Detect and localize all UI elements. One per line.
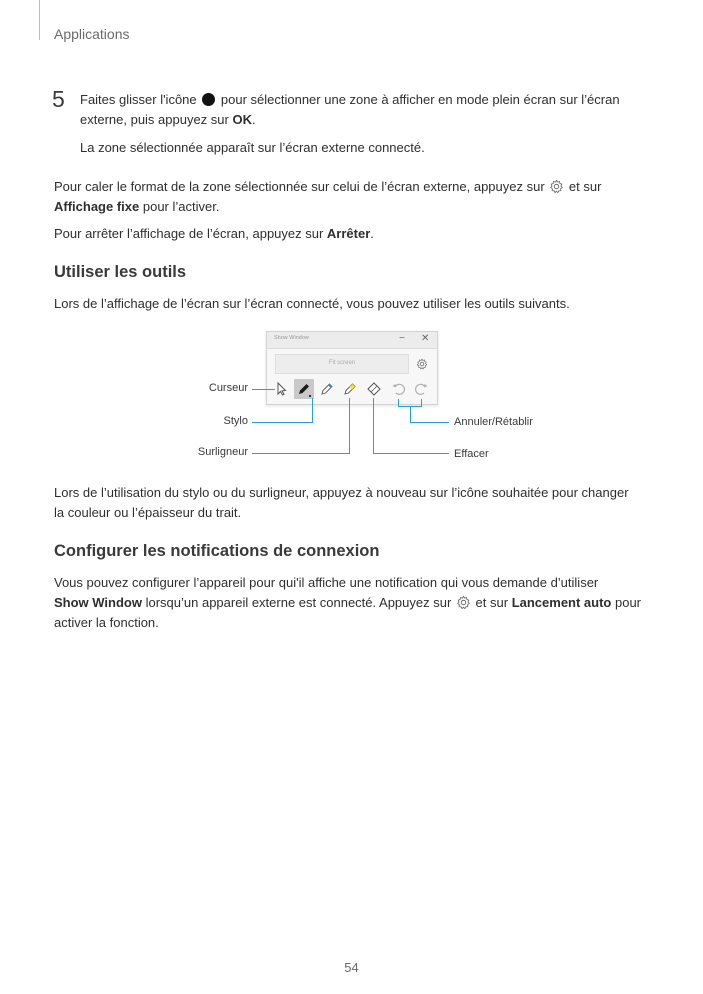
eraser-icon	[364, 379, 384, 399]
pen-blue-tool[interactable]	[317, 379, 337, 399]
step-number: 5	[52, 86, 65, 112]
para-arreter	[54, 224, 374, 244]
heading-configurer-notifications: Configurer les notifications de connexion	[54, 542, 380, 560]
label-surligneur: Surligneur	[197, 446, 248, 458]
page-number: 54	[344, 960, 359, 975]
para-notif-b: et sur	[475, 595, 509, 610]
para-caler-a: Pour caler le format de la zone sélectionnée sur celui de l’écran externe, appuyez sur	[54, 179, 545, 194]
close-icon[interactable]: ✕	[421, 333, 430, 344]
drag-handle-dot-icon	[202, 93, 215, 106]
para-notif-line-1: Vous pouvez configurer l’appareil pour qui'il affiche une notification qui vous demande d’utiliser	[54, 575, 599, 590]
pen-icon	[294, 379, 314, 399]
affichage-fixe-bold: Affichage fixe	[54, 199, 140, 214]
step-note: La zone sélectionnée apparaît sur l’écran externe connecté.	[80, 140, 425, 155]
step-line-2-b: .	[251, 112, 256, 127]
para-caler-c: pour l’activer.	[139, 199, 220, 214]
undo-button[interactable]	[389, 379, 409, 399]
highlighter-icon	[340, 379, 360, 399]
outils-intro: Lors de l’affichage de l’écran sur l’écran connecté, vous pouvez utiliser les outils suivants.	[54, 296, 570, 311]
show-window-panel	[266, 331, 438, 405]
ok-bold: OK	[232, 112, 252, 127]
callout-annuler-horizontal	[410, 422, 449, 423]
eraser-tool[interactable]	[364, 379, 384, 399]
highlighter-tool[interactable]	[340, 379, 360, 399]
lancement-auto-bold: Lancement auto	[511, 595, 612, 610]
para-arreter-b: .	[370, 226, 374, 241]
para-notif-line-3: activer la fonction.	[54, 615, 159, 630]
para-caler-line-1	[54, 177, 674, 197]
label-curseur: Curseur	[208, 382, 248, 394]
label-annuler-retablir: Annuler/Rétablir	[454, 416, 533, 428]
label-stylo: Stylo	[223, 415, 248, 427]
undo-icon	[389, 379, 409, 399]
gear-icon[interactable]	[416, 358, 428, 370]
step-line-1	[80, 90, 680, 110]
label-effacer: Effacer	[454, 448, 489, 460]
header-rule	[39, 0, 40, 40]
arreter-bold: Arrêter	[326, 226, 371, 241]
step-line-2-a: externe, puis appuyez sur	[80, 112, 233, 127]
redo-icon	[411, 379, 431, 399]
para-caler	[54, 177, 674, 217]
callout-stylo-horizontal	[252, 422, 313, 423]
step-text	[80, 90, 680, 130]
callout-effacer-vertical	[373, 398, 374, 454]
callout-surligneur-vertical	[349, 398, 350, 454]
para-outils-line-1: Lors de l’utilisation du stylo ou du surligneur, appuyez à nouveau sur l’icône souhaitée pour changer	[54, 485, 629, 500]
minimize-icon[interactable]: −	[399, 333, 405, 344]
fit-screen-label: Fit screen	[328, 360, 356, 366]
para-notif-a: lorsqu’un appareil externe est connecté. Appuyez sur	[141, 595, 452, 610]
window-titlebar	[267, 332, 437, 349]
para-caler-line-2	[54, 197, 674, 217]
heading-utiliser-outils: Utiliser les outils	[54, 263, 187, 281]
gear-icon	[549, 179, 564, 194]
para-arreter-a: Pour arrêter l’affichage de l’écran, appuyez sur	[54, 226, 327, 241]
fit-screen-button[interactable]	[275, 354, 409, 374]
step-line-2	[80, 110, 680, 130]
para-notif-line-2	[54, 593, 684, 613]
step-line-1-a: Faites glisser l'icône	[80, 92, 197, 107]
para-notif	[54, 573, 684, 633]
para-notif-c: pour	[611, 595, 642, 610]
para-caler-b: et sur	[568, 179, 602, 194]
header-title: Applications	[54, 26, 130, 42]
window-title: Show Window	[274, 335, 309, 341]
step-line-1-b: pour sélectionner une zone à afficher en mode plein écran sur l’écran	[220, 92, 620, 107]
pen-tool[interactable]	[294, 379, 314, 399]
callout-effacer-horizontal	[373, 453, 449, 454]
callout-curseur-line	[252, 389, 275, 390]
para-outils	[54, 483, 674, 523]
redo-button[interactable]	[411, 379, 431, 399]
para-outils-line-2: la couleur ou l’épaisseur du trait.	[54, 505, 242, 520]
callout-annuler-vertical	[410, 406, 411, 423]
callout-stylo-vertical	[312, 398, 313, 423]
callout-surligneur-horizontal	[252, 453, 350, 454]
pen-blue-icon	[317, 379, 337, 399]
show-window-bold: Show Window	[54, 595, 142, 610]
gear-icon	[456, 595, 471, 610]
